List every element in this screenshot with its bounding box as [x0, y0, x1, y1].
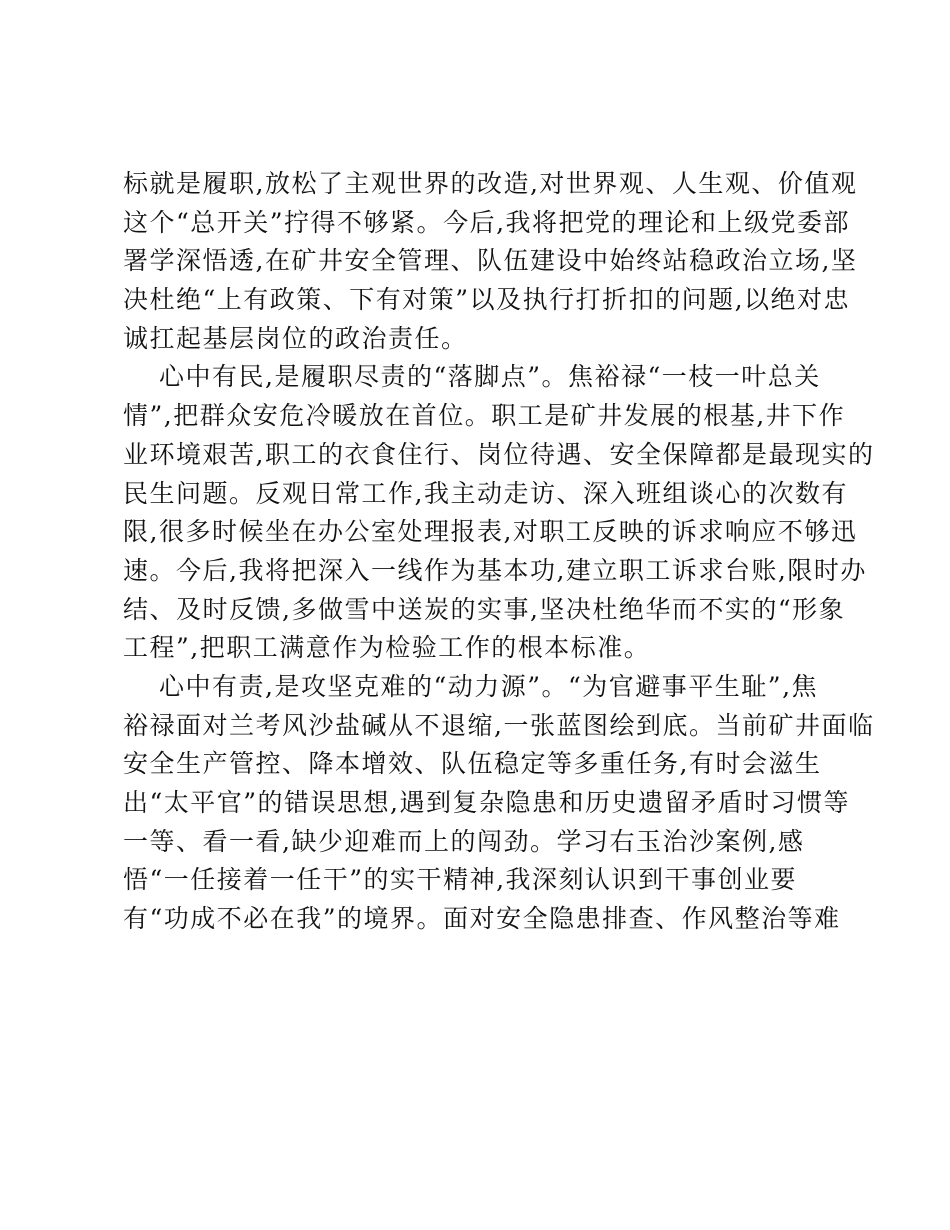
- text-line: 署学深悟透,在矿井安全管理、队伍建设中始终站稳政治立场,坚: [123, 246, 858, 276]
- text-line: 情”,把群众安危冷暖放在首位。职工是矿井发展的根基,井下作: [123, 401, 846, 431]
- text-line: 裕禄面对兰考风沙盐碱从不退缩,一张蓝图绘到底。当前矿井面临: [123, 710, 875, 740]
- text-line: 诚扛起基层岗位的政治责任。: [123, 323, 468, 353]
- document-body: [123, 165, 875, 939]
- text-line: 速。今后,我将把深入一线作为基本功,建立职工诉求台账,限时办: [123, 555, 867, 585]
- text-line: 标就是履职,放松了主观世界的改造,对世界观、人生观、价值观: [123, 169, 858, 198]
- text-line: 这个“总开关”拧得不够紧。今后,我将把党的理论和上级党委部: [123, 207, 851, 237]
- text-line: 结、及时反馈,多做雪中送炭的实事,坚决杜绝华而不实的“形象: [123, 594, 846, 624]
- text-line: 安全生产管控、降本增效、队伍稳定等多重任务,有时会滋生: [123, 749, 822, 779]
- text-line: 业环境艰苦,职工的衣食住行、岗位待遇、安全保障都是最现实的: [123, 439, 875, 469]
- paragraph-start-line: 心中有责,是攻坚克难的“动力源”。“为官避事平生耻”,焦: [159, 671, 819, 701]
- paragraph-start-line: 心中有民,是履职尽责的“落脚点”。焦裕禄“一枝一叶总关: [159, 362, 821, 392]
- text-line: 有“功成不必在我”的境界。面对安全隐患排查、作风整治等难: [123, 904, 841, 934]
- text-line: 决杜绝“上有政策、下有对策”以及执行打折扣的问题,以绝对忠: [123, 285, 851, 315]
- text-line: 悟“一任接着一任干”的实干精神,我深刻认识到干事创业要: [123, 865, 798, 895]
- text-line: 限,很多时候坐在办公室处理报表,对职工反映的诉求响应不够迅: [123, 517, 858, 547]
- text-line: 工程”,把职工满意作为检验工作的根本标准。: [123, 633, 651, 663]
- text-line: 一等、看一看,缺少迎难而上的闯劲。学习右玉治沙案例,感: [123, 826, 805, 856]
- text-line: 民生问题。反观日常工作,我主动走访、深入班组谈心的次数有: [123, 478, 848, 508]
- text-line: 出“太平官”的错误思想,遇到复杂隐患和历史遗留矛盾时习惯等: [123, 788, 851, 817]
